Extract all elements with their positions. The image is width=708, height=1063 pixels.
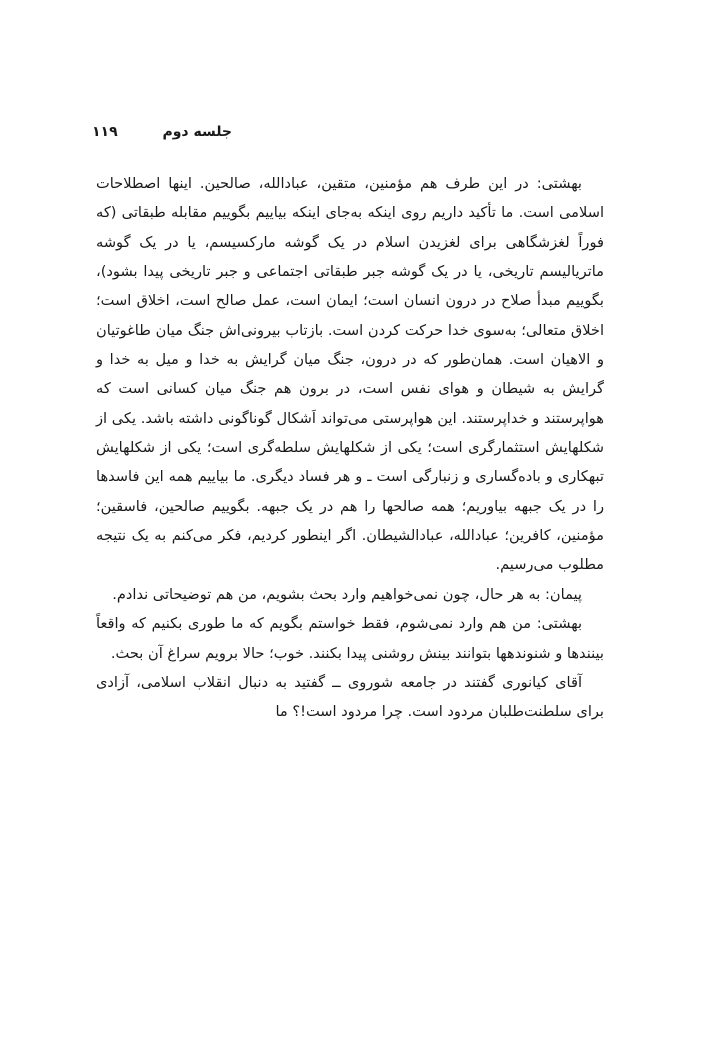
paragraph-kianouri: آقای کیانوری گفتند در جامعه شوروی ــ گفتید به دنبال انقلاب اسلامی، آزادی برای سلطنت‌طلبان مردود است. چرا مردود است!؟ ما <box>96 673 604 721</box>
page-number: ۱۱۹ <box>92 124 118 140</box>
body-text <box>96 169 604 727</box>
paragraph-peyman: پیمان: به هر حال، چون نمی‌خواهیم وارد بحث بشویم، من هم توضیحاتی ندادم. <box>112 585 582 603</box>
paragraph-beheshti-1: بهشتی: در این طرف هم مؤمنین، متقین، عبادالله، صالحین. اینها اصطلاحات اسلامی است. ما تأکید داریم روی اینکه به‌جای اینکه بیاییم بگوییم مقابله طبقاتی (که فوراً لغزشگاهی برای لغزیدن اسلام در یک گوشه مارکسیسم، یا در یک گوشه ماتریالیسم تاریخی، یا در یک گوشه جبر طبقاتی اجتماعی و جبر تاریخی پیدا بشود)، بگوییم مبدأ صلاح در درون انسان است؛ ایمان است، عمل صالح است، اخلاق است؛ اخلاق متعالی؛ به‌سوی خدا حرکت کردن است. بازتاب بیرونی‌اش جنگ میان طاغوتیان و الاهیان است. همان‌طور که در درون، جنگ میان گرایش به خدا و میل به خدا و گرایش به شیطان و هوای نفس است، در برون هم جنگ میان کسانی است که هواپرستند و خداپرستند. این هواپرستی می‌تواند اَشکال گوناگونی داشته باشد. یکی از شکلهایش استثمارگری است؛ یکی از شکلهایش سلطه‌گری است؛ یکی از شکلهایش تبهکاری و باده‌گساری و زنبارگی است ـ و هر فساد دیگری. ما بیاییم همه این فاسدها را در یک جبهه بیاوریم؛ همه صالحها را هم در یک جبهه. بگوییم صالحین، فاسقین؛ مؤمنین، کافرین؛ عبادالله، عبادالشیطان. اگر اینطور کردیم، فکر می‌کنم به یک نتیجه مطلوب می‌رسیم. <box>96 175 604 574</box>
running-header <box>92 120 232 144</box>
running-title: جلسه دوم <box>162 124 232 140</box>
paragraph-beheshti-2: بهشتی: من هم وارد نمی‌شوم، فقط خواستم بگویم که ما طوری بکنیم که واقعاً بینندها و شنوندهها بتوانند بینش روشنی پیدا بکنند. خوب؛ حالا برویم سراغ آن بحث. <box>96 615 604 662</box>
